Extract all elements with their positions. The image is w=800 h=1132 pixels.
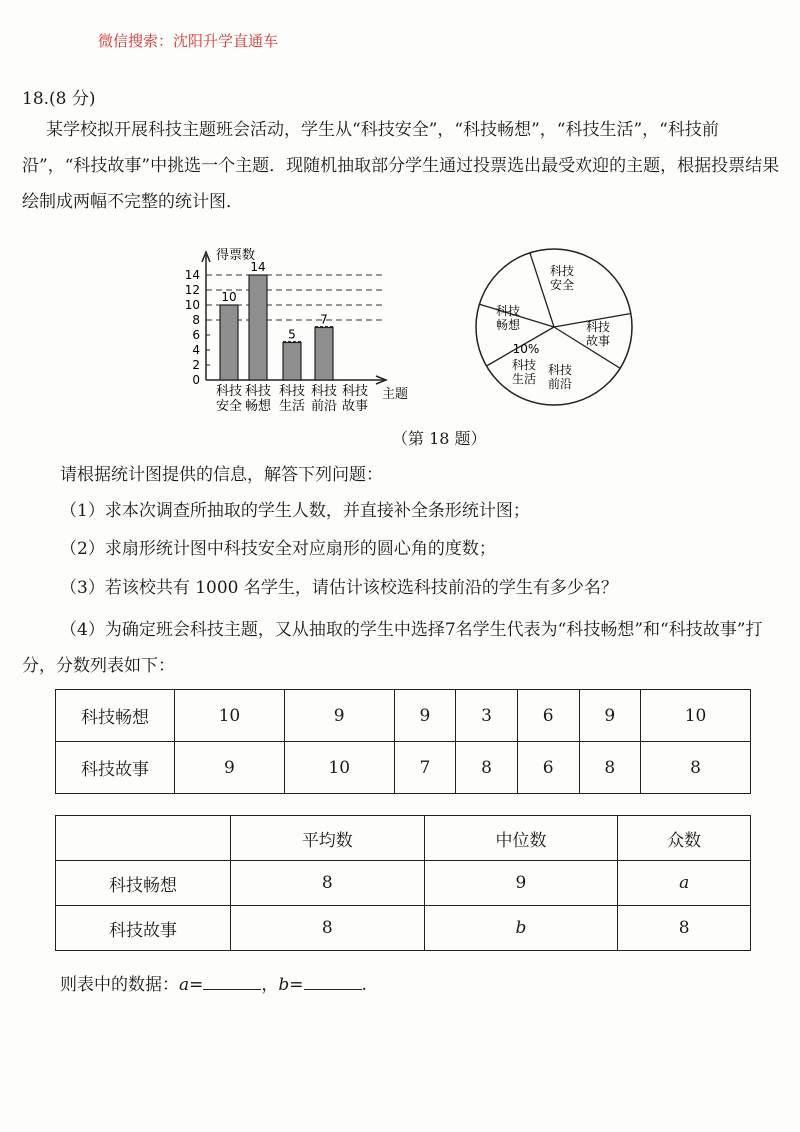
stat-cell: 8 [618, 906, 751, 951]
bar [283, 343, 301, 381]
score-cell: 7 [394, 742, 456, 794]
answer-sep: ， [261, 975, 279, 995]
table-row [56, 742, 751, 794]
stats-table [55, 815, 751, 951]
sub-question-4: （4）为确定班会科技主题，又从抽取的学生中选择7名学生代表为“科技畅想”和“科技故事”打分，分数列表如下： [22, 620, 763, 676]
stat-cell: b [424, 906, 618, 951]
x-tick-label: 科技 [244, 384, 272, 399]
score-cell: 10 [641, 690, 751, 742]
score-cell: 6 [517, 742, 579, 794]
instructions: 请根据统计图提供的信息，解答下列问题： [60, 465, 383, 485]
x-tick-label: 前沿 [310, 399, 338, 414]
pie-slice-label: 畅想 [495, 318, 521, 332]
y-tick-label: 14 [184, 268, 200, 282]
score-cell: 8 [641, 742, 751, 794]
bar-data-label: 5 [288, 327, 296, 342]
score-cell: 10 [175, 690, 285, 742]
y-tick-label: 0 [192, 373, 200, 387]
answer-end: . [361, 975, 367, 995]
bar-data-label: 14 [250, 260, 266, 274]
question-number: 18. [22, 89, 50, 109]
y-tick-label: 4 [192, 343, 200, 357]
score-cell: 9 [175, 742, 285, 794]
bar [220, 305, 238, 380]
score-cell: 10 [284, 742, 394, 794]
score-cell: 6 [517, 690, 579, 742]
y-tick-label: 10 [184, 298, 200, 312]
bar [315, 328, 333, 381]
stat-cell: 8 [231, 861, 425, 906]
header-cell [56, 816, 231, 861]
x-axis-label: 主题 [382, 387, 409, 402]
stat-cell: 8 [231, 906, 425, 951]
y-tick-label: 6 [192, 328, 200, 342]
x-tick-label: 科技 [278, 384, 306, 399]
x-tick-label: 故事 [341, 399, 369, 414]
y-tick-label: 12 [184, 283, 200, 297]
answer-line [60, 970, 367, 995]
a-label: a= [179, 975, 204, 995]
pie-slice-label: 科技 [495, 304, 521, 318]
score-cell: 9 [579, 690, 641, 742]
question-points: (8 分) [49, 89, 96, 109]
x-tick-label: 安全 [215, 399, 243, 414]
row-label: 科技畅想 [56, 690, 175, 742]
table-row [56, 861, 751, 906]
pie-slice-label: 科技 [585, 320, 611, 334]
pie-slice-label: 科技 [547, 363, 573, 377]
watermark: 微信搜索：沈阳升学直通车 [98, 32, 279, 50]
a-blank[interactable] [203, 988, 261, 990]
x-tick-label: 生活 [278, 399, 306, 414]
sub-question-3: （3）若该校共有 1000 名学生，请估计该校选科技前沿的学生有多少名？ [60, 578, 618, 598]
bar [249, 275, 267, 380]
question-paragraph: 某学校拟开展科技主题班会活动，学生从“科技安全”，“科技畅想”，“科技生活”，“科技前沿”，“科技故事”中挑选一个主题．现随机抽取部分学生通过投票选出最受欢迎的主题，根据投票结果绘制成两幅不完整的统计图． [22, 120, 780, 212]
score-cell: 9 [284, 690, 394, 742]
score-cell: 8 [579, 742, 641, 794]
pie-slice-label: 科技 [549, 264, 575, 278]
score-cell: 8 [456, 742, 518, 794]
sub-question-1: （1）求本次调查所抽取的学生人数，并直接补全条形统计图； [60, 501, 530, 521]
pie-percent-label: 10% [512, 342, 540, 356]
header-cell: 平均数 [231, 816, 425, 861]
header-cell: 众数 [618, 816, 751, 861]
pie-slice-label: 安全 [549, 278, 575, 292]
x-tick-label: 科技 [341, 384, 369, 399]
row-label: 科技故事 [56, 906, 231, 951]
b-label: b= [278, 975, 304, 995]
b-blank[interactable] [304, 988, 362, 990]
score-cell: 3 [456, 690, 518, 742]
pie-slice-label: 前沿 [547, 377, 573, 391]
answer-prefix: 则表中的数据： [60, 975, 179, 995]
row-label: 科技畅想 [56, 861, 231, 906]
stat-cell: a [618, 861, 751, 906]
table-header-row [56, 816, 751, 861]
table-row [56, 690, 751, 742]
figure-caption: （第 18 题） [392, 429, 487, 448]
y-tick-label: 8 [192, 313, 200, 327]
bar-data-label: 10 [221, 290, 237, 304]
score-table [55, 689, 751, 794]
bar-chart [185, 247, 408, 414]
sub-question-2: （2）求扇形统计图中科技安全对应扇形的圆心角的度数； [60, 539, 496, 559]
score-cell: 9 [394, 690, 456, 742]
header-cell: 中位数 [424, 816, 618, 861]
pie-chart [476, 249, 632, 405]
y-axis-label: 得票数 [216, 248, 256, 263]
x-tick-label: 科技 [310, 384, 338, 399]
y-tick-label: 2 [192, 358, 200, 372]
x-tick-label: 科技 [215, 384, 243, 399]
bar-data-label: 7 [320, 312, 328, 327]
table-row [56, 906, 751, 951]
stat-cell: 9 [424, 861, 618, 906]
pie-slice-label: 科技 [511, 358, 537, 372]
pie-slice-label: 生活 [511, 372, 537, 386]
pie-slice-label: 故事 [585, 334, 611, 348]
x-tick-label: 畅想 [244, 399, 272, 414]
row-label: 科技故事 [56, 742, 175, 794]
